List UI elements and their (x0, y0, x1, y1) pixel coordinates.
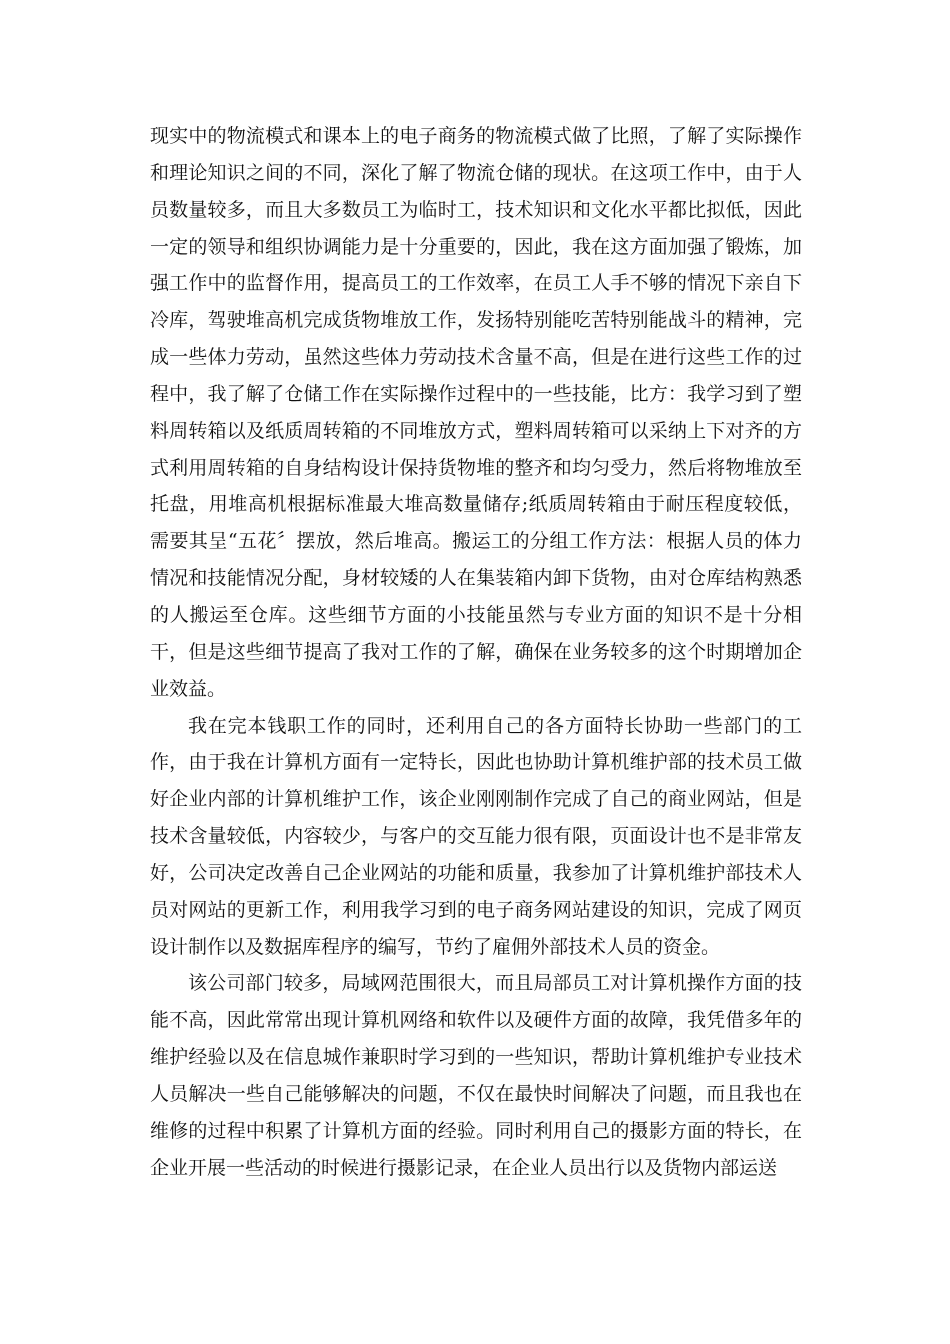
text-line: 需要其呈“五花〞摆放，然后堆高。搬运工的分组工作方法：根据人员的体力 (150, 530, 802, 553)
text-line: 一定的领导和组织协调能力是十分重要的，因此，我在这方面加强了锻炼，加 (150, 235, 802, 258)
paragraph-logistics-practice (150, 118, 802, 708)
text-line: 业效益。 (150, 677, 227, 700)
text-line: 现实中的物流模式和课本上的电子商务的物流模式做了比照，了解了实际操作 (150, 125, 802, 147)
text-line: 程中，我了解了仓储工作在实际操作过程中的一些技能，比方：我学习到了塑 (150, 382, 802, 405)
text-line: 成一些体力劳动，虽然这些体力劳动技术含量不高，但是在进行这些工作的过 (150, 346, 802, 369)
text-line: 员对网站的更新工作，利用我学习到的电子商务网站建设的知识，完成了网页 (150, 898, 802, 921)
text-line: 料周转箱以及纸质周转箱的不同堆放方式，塑料周转箱可以采纳上下对齐的方 (150, 419, 802, 442)
text-line: 我在完本钱职工作的同时，还利用自己的各方面特长协助一些部门的工 (188, 714, 802, 737)
paragraph-network-maintenance (150, 965, 802, 1186)
paragraph-website-work (150, 708, 802, 966)
text-line: 人员解决一些自己能够解决的问题，不仅在最快时间解决了问题，而且我也在 (150, 1082, 802, 1105)
text-line: 该公司部门较多，局域网范围很大，而且局部员工对计算机操作方面的技 (188, 972, 802, 995)
text-line: 情况和技能情况分配，身材较矮的人在集装箱内卸下货物，由对仓库结构熟悉 (150, 567, 802, 590)
text-line: 好企业内部的计算机维护工作，该企业刚刚制作完成了自己的商业网站，但是 (150, 788, 802, 811)
text-line: 作，由于我在计算机方面有一定特长，因此也协助计算机维护部的技术员工做 (150, 751, 802, 774)
text-line: 式利用周转箱的自身结构设计保持货物堆的整齐和均匀受力，然后将物堆放至 (150, 456, 802, 479)
text-line: 维修的过程中积累了计算机方面的经验。同时利用自己的摄影方面的特长，在 (150, 1119, 802, 1142)
text-line: 技术含量较低，内容较少，与客户的交互能力很有限，页面设计也不是非常友 (150, 825, 802, 848)
text-line: 和理论知识之间的不同，深化了解了物流仓储的现状。在这项工作中，由于人 (150, 161, 802, 184)
text-line: 的人搬运至仓库。这些细节方面的小技能虽然与专业方面的知识不是十分相 (150, 603, 802, 626)
body-text (150, 118, 802, 1186)
text-line: 维护经验以及在信息城作兼职时学习到的一些知识，帮助计算机维护专业技术 (150, 1046, 802, 1069)
text-line: 强工作中的监督作用，提高员工的工作效率，在员工人手不够的情况下亲自下 (150, 272, 802, 295)
text-line: 设计制作以及数据库程序的编写，节约了雇佣外部技术人员的资金。 (150, 935, 721, 958)
text-line: 干，但是这些细节提高了我对工作的了解，确保在业务较多的这个时期增加企 (150, 640, 802, 663)
text-line: 冷库，驾驶堆高机完成货物堆放工作，发扬特别能吃苦特别能战斗的精神，完 (150, 309, 802, 332)
text-line: 托盘，用堆高机根据标准最大堆高数量储存;纸质周转箱由于耐压程度较低， (150, 493, 802, 516)
text-line: 员数量较多，而且大多数员工为临时工，技术知识和文化水平都比拟低，因此 (150, 198, 802, 221)
text-line: 好，公司决定改善自己企业网站的功能和质量，我参加了计算机维护部技术人 (150, 861, 802, 884)
text-line: 能不高，因此常常出现计算机网络和软件以及硬件方面的故障，我凭借多年的 (150, 1009, 802, 1032)
text-line: 企业开展一些活动的时候进行摄影记录，在企业人员出行以及货物内部运送 (150, 1156, 778, 1179)
